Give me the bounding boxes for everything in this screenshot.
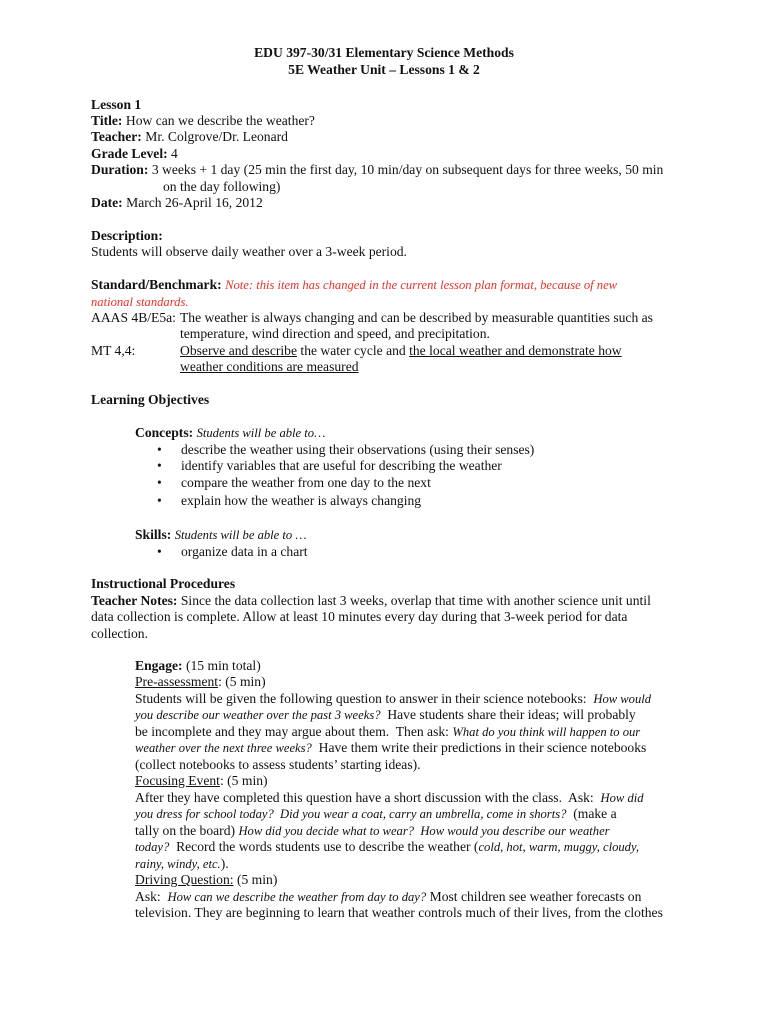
grade-value: 4 [171,146,178,161]
course-title: EDU 397-30/31 Elementary Science Methods [254,45,514,60]
description-text: Students will observe daily weather over a 3-week period. [91,244,407,259]
duration-value-cont: on the day following) [163,179,281,194]
driving-question-time: (5 min) [233,872,278,887]
bullet: • [157,442,162,457]
engage-paragraph-line: (collect notebooks to assess students’ starting ideas). [135,757,421,772]
mt-underlined-2: the local weather and demonstrate how [409,343,622,358]
engage-label: Engage: [135,658,183,673]
pre-assessment-label: Pre-assessment [135,674,219,689]
concepts-row [135,425,325,441]
skills-intro: Students will be able to … [174,528,307,542]
lesson-heading: Lesson 1 [91,97,142,112]
title-value: How can we describe the weather? [125,113,315,128]
unit-title: 5E Weather Unit – Lessons 1 & 2 [288,62,480,77]
description-label: Description: [91,228,163,243]
focus-paragraph-line: tally on the board) How did you decide what to wear? How would you describe our weather [135,823,610,838]
procedures-heading: Instructional Procedures [91,576,236,591]
skills-row [135,527,307,543]
engage-paragraph-line: you describe our weather over the past 3 weeks? Have students share their ideas; will probably [135,707,636,722]
focusing-event-label: Focusing Event [135,773,220,788]
bullet: • [157,475,162,490]
concepts-label: Concepts: [135,425,194,440]
title-row [91,113,315,129]
focusing-event-time: : (5 min) [219,773,268,788]
bullet: • [157,493,162,508]
standard-label: Standard/Benchmark: [91,277,222,292]
pre-assessment-time: : (5 min) [218,674,266,689]
concept-item: • describe the weather using their observations (using their senses) [157,442,535,457]
mt-code: MT 4,4: [91,343,136,358]
duration-label: Duration: [91,162,149,177]
focus-paragraph-line: rainy, windy, etc.). [135,856,229,871]
aaas-text-cont: temperature, wind direction and speed, and precipitation. [180,326,490,341]
focus-paragraph-line: you dress for school today? Did you wear a coat, carry an umbrella, come in shorts? (make a [135,806,617,821]
aaas-text: The weather is always changing and can be described by measurable quantities such as [180,310,653,325]
focus-paragraph-line: today? Record the words students use to describe the weather (cold, hot, warm, muggy, cloudy, [135,839,640,854]
aaas-code: AAAS 4B/E5a: [91,310,176,325]
driving-question-row [135,872,277,888]
teacher-notes-row [91,593,651,609]
concept-item: • compare the weather from one day to the next [157,475,431,490]
grade-row [91,146,178,162]
objectives-heading: Learning Objectives [91,392,210,407]
focus-paragraph-line: After they have completed this question have a short discussion with the class. Ask: How did [135,790,644,805]
title-label: Title: [91,113,123,128]
date-value: March 26-April 16, 2012 [126,195,263,210]
skills-label: Skills: [135,527,172,542]
mt-text-cont: weather conditions are measured [180,359,359,374]
bullet: • [157,544,162,559]
standard-note-cont: national standards. [91,295,189,309]
driving-paragraph-line: Ask: How can we describe the weather from day to day? Most children see weather forecasts on [135,889,642,904]
mt-underlined-1: Observe and describe [180,343,298,358]
engage-paragraph-line: Students will be given the following question to answer in their science notebooks: How would [135,691,652,706]
pre-assessment-row [135,674,266,690]
engage-paragraph-line: be incomplete and they may argue about them. Then ask: What do you think will happen to our [135,724,641,739]
skill-item: • organize data in a chart [157,544,308,559]
bullet: • [157,458,162,473]
concepts-intro: Students will be able to… [196,426,326,440]
date-label: Date: [91,195,123,210]
standard-row [91,277,617,293]
teacher-notes-label: Teacher Notes: [91,593,178,608]
mt-plain: the water cycle and [297,343,410,358]
standard-note: Note: this item has changed in the current lesson plan format, because of new [225,278,618,292]
teacher-notes-text: Since the data collection last 3 weeks, overlap that time with another science unit until [180,593,651,608]
driving-paragraph-line: television. They are beginning to learn that weather controls much of their lives, from the clothes [135,905,663,920]
teacher-row [91,129,288,145]
teacher-notes-cont: data collection is complete. Allow at least 10 minutes every day during that 3-week period for data [91,609,628,624]
teacher-label: Teacher: [91,129,142,144]
teacher-value: Mr. Colgrove/Dr. Leonard [145,129,288,144]
duration-row [91,162,663,178]
engage-paragraph-line: weather over the next three weeks? Have them write their predictions in their science notebooks [135,740,647,755]
driving-question-label: Driving Question: [135,872,234,887]
mt-text [180,343,622,359]
grade-label: Grade Level: [91,146,168,161]
concept-item: • explain how the weather is always changing [157,493,422,508]
engage-row [135,658,261,674]
teacher-notes-cont: collection. [91,626,148,641]
date-row [91,195,263,211]
focusing-event-row [135,773,268,789]
engage-time: (15 min total) [185,658,261,673]
concept-item: • identify variables that are useful for describing the weather [157,458,502,473]
duration-value: 3 weeks + 1 day (25 min the first day, 10 min/day on subsequent days for three weeks, 50 min [151,162,664,177]
